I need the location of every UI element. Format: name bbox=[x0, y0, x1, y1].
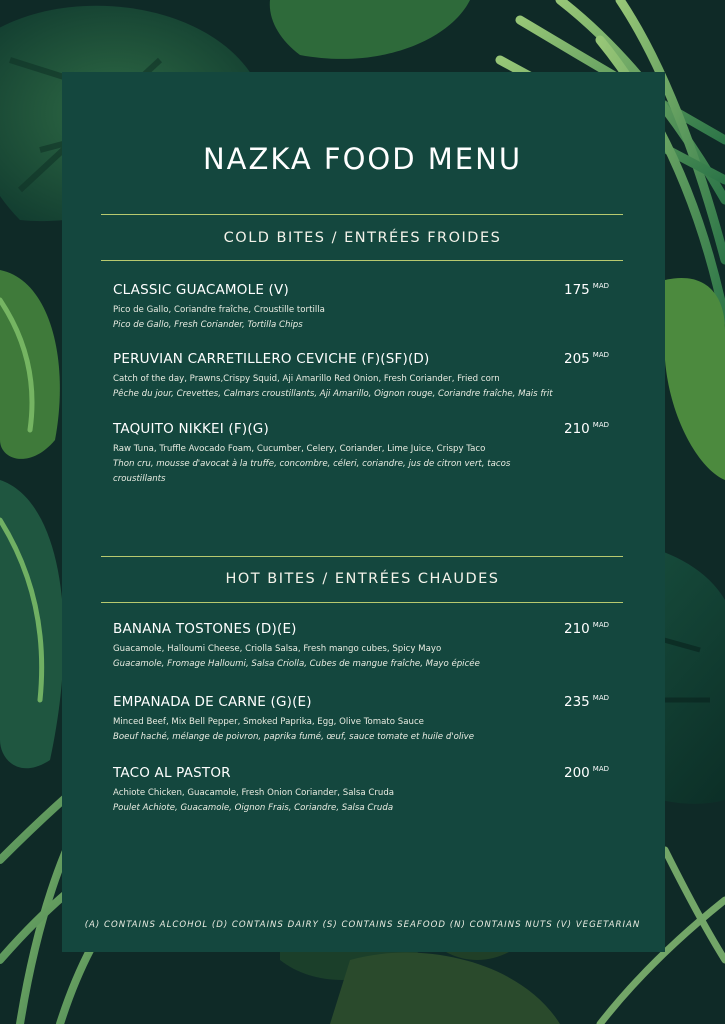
menu-item-peruvian-ceviche bbox=[113, 351, 623, 402]
menu-panel bbox=[62, 72, 665, 952]
menu-item-classic-guacamole bbox=[113, 282, 623, 333]
item-description: Guacamole, Halloumi Cheese, Criolla Salsa, Fresh mango cubes, Spicy Mayo bbox=[113, 644, 442, 654]
menu-item-taquito-nikkei bbox=[113, 421, 623, 487]
item-description: Minced Beef, Mix Bell Pepper, Smoked Paprika, Egg, Olive Tomato Sauce bbox=[113, 717, 424, 727]
item-price: 205 $^{MAD}$ bbox=[564, 351, 609, 367]
section-divider bbox=[101, 214, 623, 215]
item-price: 210 $^{MAD}$ bbox=[564, 621, 609, 637]
item-price: 200 $^{MAD}$ bbox=[564, 765, 609, 781]
item-description: Pico de Gallo, Coriandre fraîche, Croustille tortilla bbox=[113, 305, 325, 315]
item-price: 210 $^{MAD}$ bbox=[564, 421, 609, 437]
item-name: BANANA TOSTONES (D)(E) bbox=[113, 621, 297, 637]
item-description-translation: Boeuf haché, mélange de poivron, paprika fumé, œuf, sauce tomate et huile d'olive bbox=[113, 732, 475, 742]
menu-item-taco-al-pastor bbox=[113, 765, 623, 816]
item-description: Achiote Chicken, Guacamole, Fresh Onion Coriander, Salsa Cruda bbox=[113, 788, 395, 798]
item-name: TAQUITO NIKKEI (F)(G) bbox=[113, 421, 269, 437]
item-name: TACO AL PASTOR bbox=[113, 765, 231, 781]
item-description-translation: Poulet Achiote, Guacamole, Oignon Frais, Coriandre, Salsa Cruda bbox=[113, 803, 394, 813]
item-description: Catch of the day, Prawns,Crispy Squid, Aji Amarillo Red Onion, Fresh Coriander, Fried corn bbox=[113, 374, 500, 384]
item-name: PERUVIAN CARRETILLERO CEVICHE (F)(SF)(D) bbox=[113, 351, 430, 367]
item-description-translation: Pêche du jour, Crevettes, Calmars croustillants, Aji Amarillo, Oignon rouge, Coriandre fraîche, Mais frit bbox=[113, 389, 553, 399]
menu-title: NAZKA FOOD MENU bbox=[202, 142, 523, 176]
section-divider bbox=[101, 260, 623, 261]
allergen-legend: (A) CONTAINS ALCOHOL (D) CONTAINS DAIRY (S) CONTAINS SEAFOOD (N) CONTAINS NUTS (V) VEGETARIAN bbox=[84, 920, 641, 930]
item-description-translation: Thon cru, mousse d'avocat à la truffe, concombre, céleri, coriandre, jus de citron vert, tacos croustillants bbox=[113, 459, 511, 484]
section-title-cold-bites: COLD BITES / ENTRÉES FROIDES bbox=[223, 230, 502, 246]
item-price: 235 $^{MAD}$ bbox=[564, 694, 609, 710]
section-divider bbox=[101, 556, 623, 557]
menu-item-empanada-de-carne bbox=[113, 694, 623, 745]
item-name: CLASSIC GUACAMOLE (V) bbox=[113, 282, 289, 298]
section-title-hot-bites: HOT BITES / ENTRÉES CHAUDES bbox=[225, 571, 500, 587]
menu-item-banana-tostones bbox=[113, 621, 623, 672]
item-description: Raw Tuna, Truffle Avocado Foam, Cucumber, Celery, Coriander, Lime Juice, Crispy Taco bbox=[113, 444, 486, 454]
item-description-translation: Guacamole, Fromage Halloumi, Salsa Criolla, Cubes de mangue fraîche, Mayo épicée bbox=[113, 659, 480, 669]
section-divider bbox=[101, 602, 623, 603]
item-description-translation: Pico de Gallo, Fresh Coriander, Tortilla Chips bbox=[113, 320, 303, 330]
item-name: EMPANADA DE CARNE (G)(E) bbox=[113, 694, 312, 710]
item-price: 175 $^{MAD}$ bbox=[564, 282, 609, 298]
